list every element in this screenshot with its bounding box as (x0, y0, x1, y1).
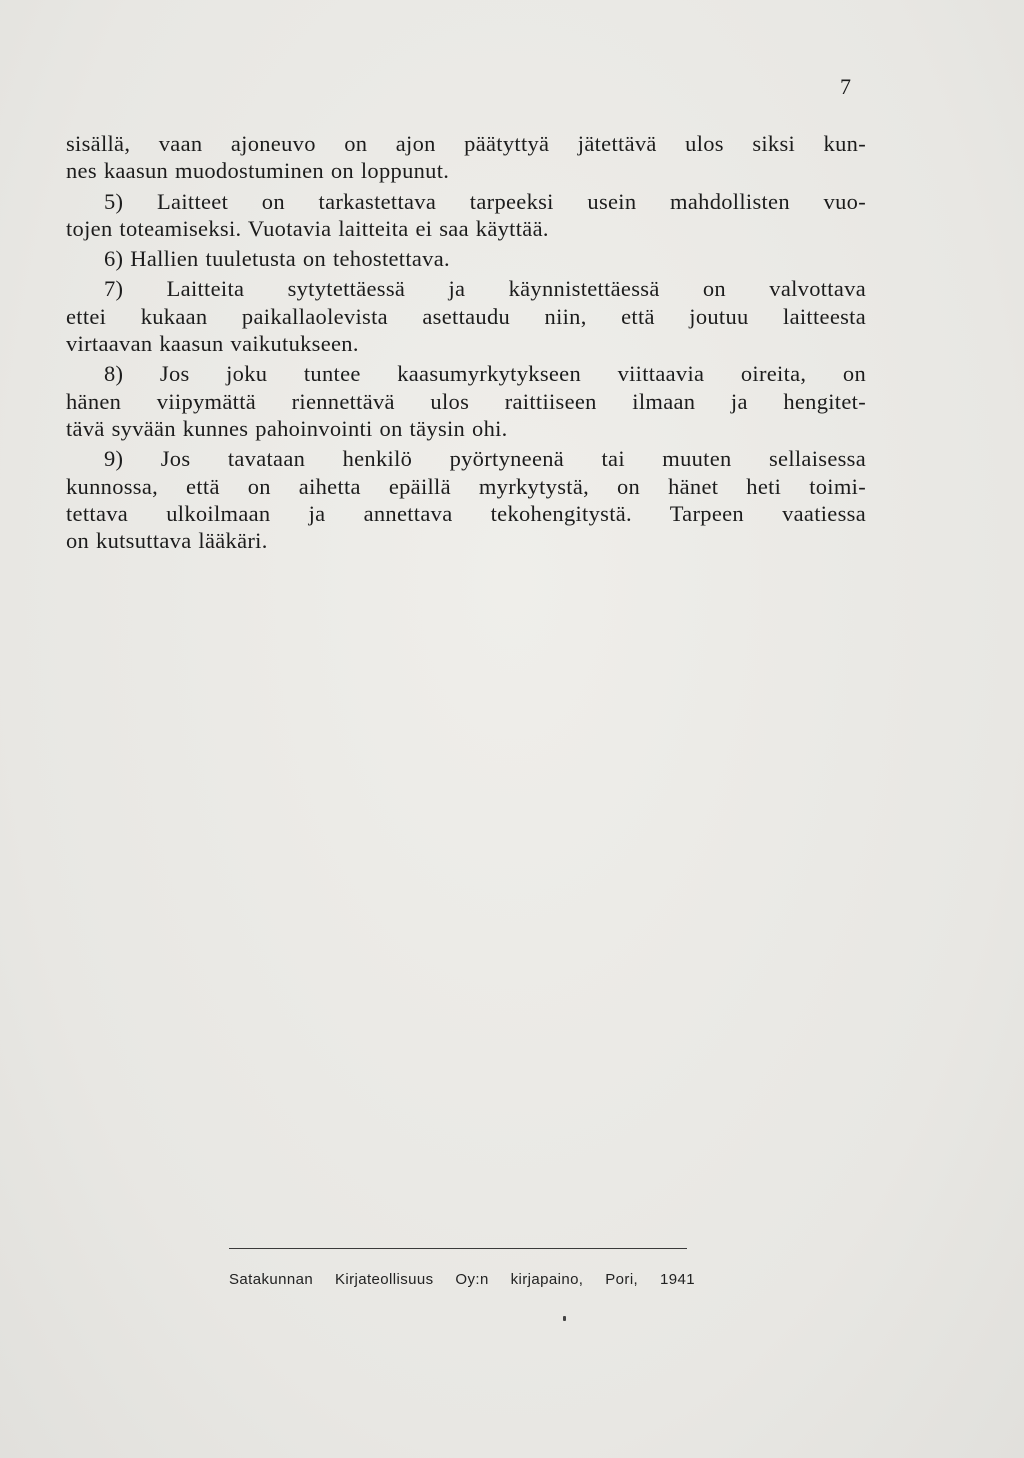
ink-speck (563, 1316, 566, 1321)
text-line: nes kaasun muodostuminen on loppunut. (66, 158, 450, 184)
text-line: virtaavan kaasun vaikutukseen. (66, 331, 359, 357)
footer-divider (229, 1248, 687, 1249)
text-line: tojen toteamiseksi. Vuotavia laitteita ei saa käyttää. (66, 215, 549, 241)
item-6-line: 6) Hallien tuuletusta on tehostettava. (104, 246, 450, 272)
item-8-line: 8) Jos joku tuntee kaasumyrkytykseen viittaavia oireita, on (104, 361, 866, 387)
item-5-line: 5) Laitteet on tarkastettava tarpeeksi usein mahdollisten vuo- (104, 188, 866, 214)
text-line: on kutsuttava lääkäri. (66, 528, 268, 554)
printer-imprint: Satakunnan Kirjateollisuus Oy:n kirjapaino, Pori, 1941 (229, 1271, 695, 1288)
text-line: tettava ulkoilmaan ja annettava tekohengitystä. Tarpeen vaatiessa (66, 500, 866, 526)
item-7-line: 7) Laitteita sytytettäessä ja käynnistettäessä on valvottava (104, 276, 866, 302)
body-text (66, 130, 866, 554)
text-line: ettei kukaan paikallaolevista asettaudu niin, että joutuu laitteesta (66, 303, 866, 329)
item-9-line: 9) Jos tavataan henkilö pyörtyneenä tai muuten sellaisessa (104, 446, 866, 472)
text-line: sisällä, vaan ajoneuvo on ajon päätyttyä jätettävä ulos siksi kun- (66, 131, 866, 156)
page-number: 7 (840, 74, 851, 99)
text-line: kunnossa, että on aihetta epäillä myrkytystä, on hänet heti toimi- (66, 473, 866, 499)
text-line: hänen viipymättä riennettävä ulos raittiiseen ilmaan ja hengitet- (66, 388, 866, 414)
text-line: tävä syvään kunnes pahoinvointi on täysin ohi. (66, 415, 508, 441)
